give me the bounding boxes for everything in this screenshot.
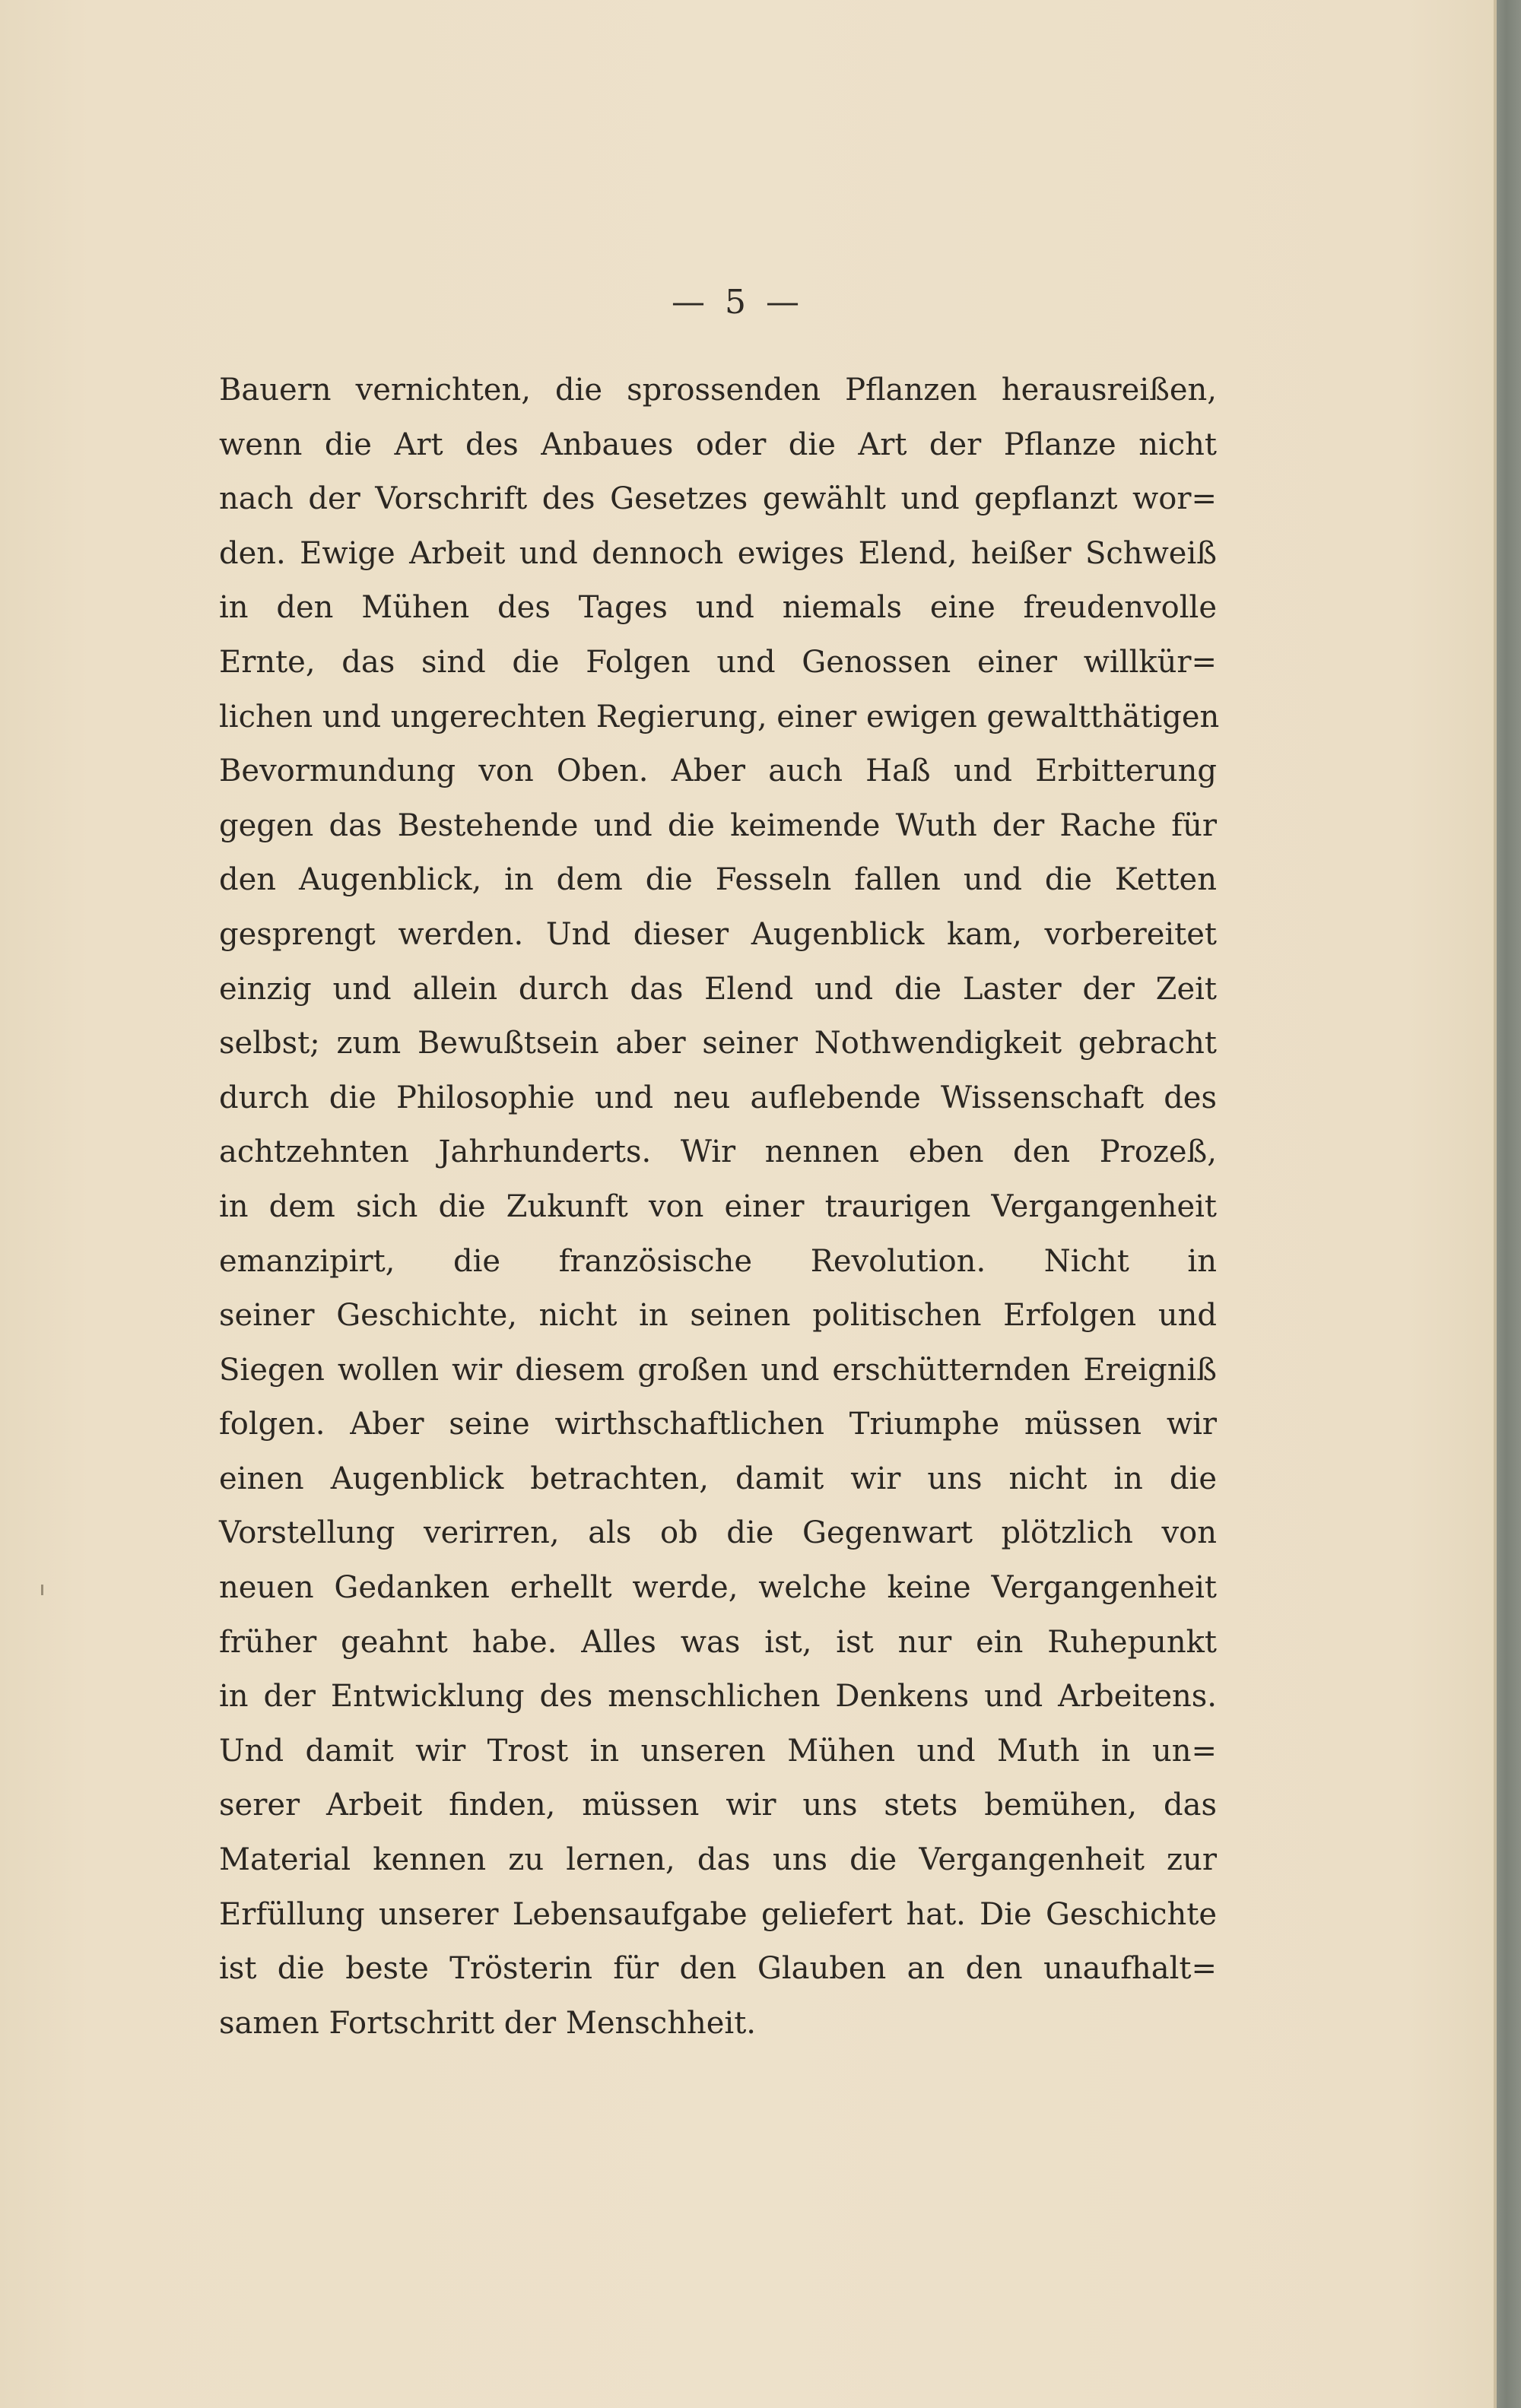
text-line: neuen Gedanken erhellt werde, welche keine Vergangenheit (219, 1570, 1217, 1606)
text-line: nach der Vorschrift des Gesetzes gewählt und gepflanzt wor= (219, 481, 1217, 517)
text-line: in der Entwicklung des menschlichen Denkens und Arbeitens. (219, 1679, 1217, 1715)
text-line: den Augenblick, in dem die Fesseln fallen und die Ketten (219, 862, 1217, 898)
text-line: gesprengt werden. Und dieser Augenblick kam, vorbereitet (219, 916, 1217, 952)
text-line: serer Arbeit finden, müssen wir uns stets bemühen, das (219, 1788, 1217, 1823)
text-line: Siegen wollen wir diesem großen und erschütternden Ereigniß (219, 1352, 1217, 1388)
text-line-last: samen Fortschritt der Menschheit. (219, 2005, 756, 2041)
text-line: den. Ewige Arbeit und dennoch ewiges Elend, heißer Schweiß (219, 535, 1217, 571)
text-line: gegen das Bestehende und die keimende Wuth der Rache für (219, 807, 1217, 843)
text-line: Erfüllung unserer Lebensaufgabe geliefert hat. Die Geschichte (219, 1896, 1217, 1932)
text-line: achtzehnten Jahrhunderts. Wir nennen eben den Prozeß, (219, 1134, 1217, 1170)
text-line: Und damit wir Trost in unseren Mühen und Muth in un= (219, 1733, 1217, 1769)
text-line: emanzipirt, die französische Revolution. Nicht in (219, 1243, 1217, 1279)
book-cover-edge (1497, 0, 1521, 2408)
text-line: in den Mühen des Tages und niemals eine freudenvolle (219, 590, 1217, 626)
text-line: folgen. Aber seine wirthschaftlichen Triumphe müssen wir (219, 1407, 1217, 1442)
text-line: selbst; zum Bewußtsein aber seiner Nothwendigkeit gebracht (219, 1026, 1217, 1061)
page-number: — 5 — (672, 283, 804, 322)
text-line: Material kennen zu lernen, das uns die Vergangenheit zur (219, 1842, 1217, 1878)
text-line: Ernte, das sind die Folgen und Genossen einer willkür= (219, 644, 1217, 680)
text-line: durch die Philosophie und neu auflebende Wissenschaft des (219, 1080, 1217, 1115)
text-line: wenn die Art des Anbaues oder die Art der Pflanze nicht (219, 427, 1217, 462)
body-text (219, 363, 1220, 2051)
text-line: Vorstellung verirren, als ob die Gegenwart plötzlich von (219, 1515, 1217, 1551)
text-line: früher geahnt habe. Alles was ist, ist nur ein Ruhepunkt (219, 1624, 1217, 1660)
text-line: einen Augenblick betrachten, damit wir uns nicht in die (219, 1461, 1217, 1496)
text-line: Bauern vernichten, die sprossenden Pflanzen herausreißen, (219, 373, 1217, 408)
text-line: in dem sich die Zukunft von einer traurigen Vergangenheit (219, 1188, 1217, 1224)
margin-mark (41, 1585, 43, 1595)
text-line: seiner Geschichte, nicht in seinen politischen Erfolgen und (219, 1298, 1217, 1334)
text-line: einzig und allein durch das Elend und die Laster der Zeit (219, 971, 1217, 1007)
text-line: lichen und ungerechten Regierung, einer ewigen gewaltthätigen (219, 699, 1220, 734)
text-line: ist die beste Trösterin für den Glauben an den unaufhalt= (219, 1951, 1217, 1987)
text-line: Bevormundung von Oben. Aber auch Haß und Erbitterung (219, 753, 1217, 789)
